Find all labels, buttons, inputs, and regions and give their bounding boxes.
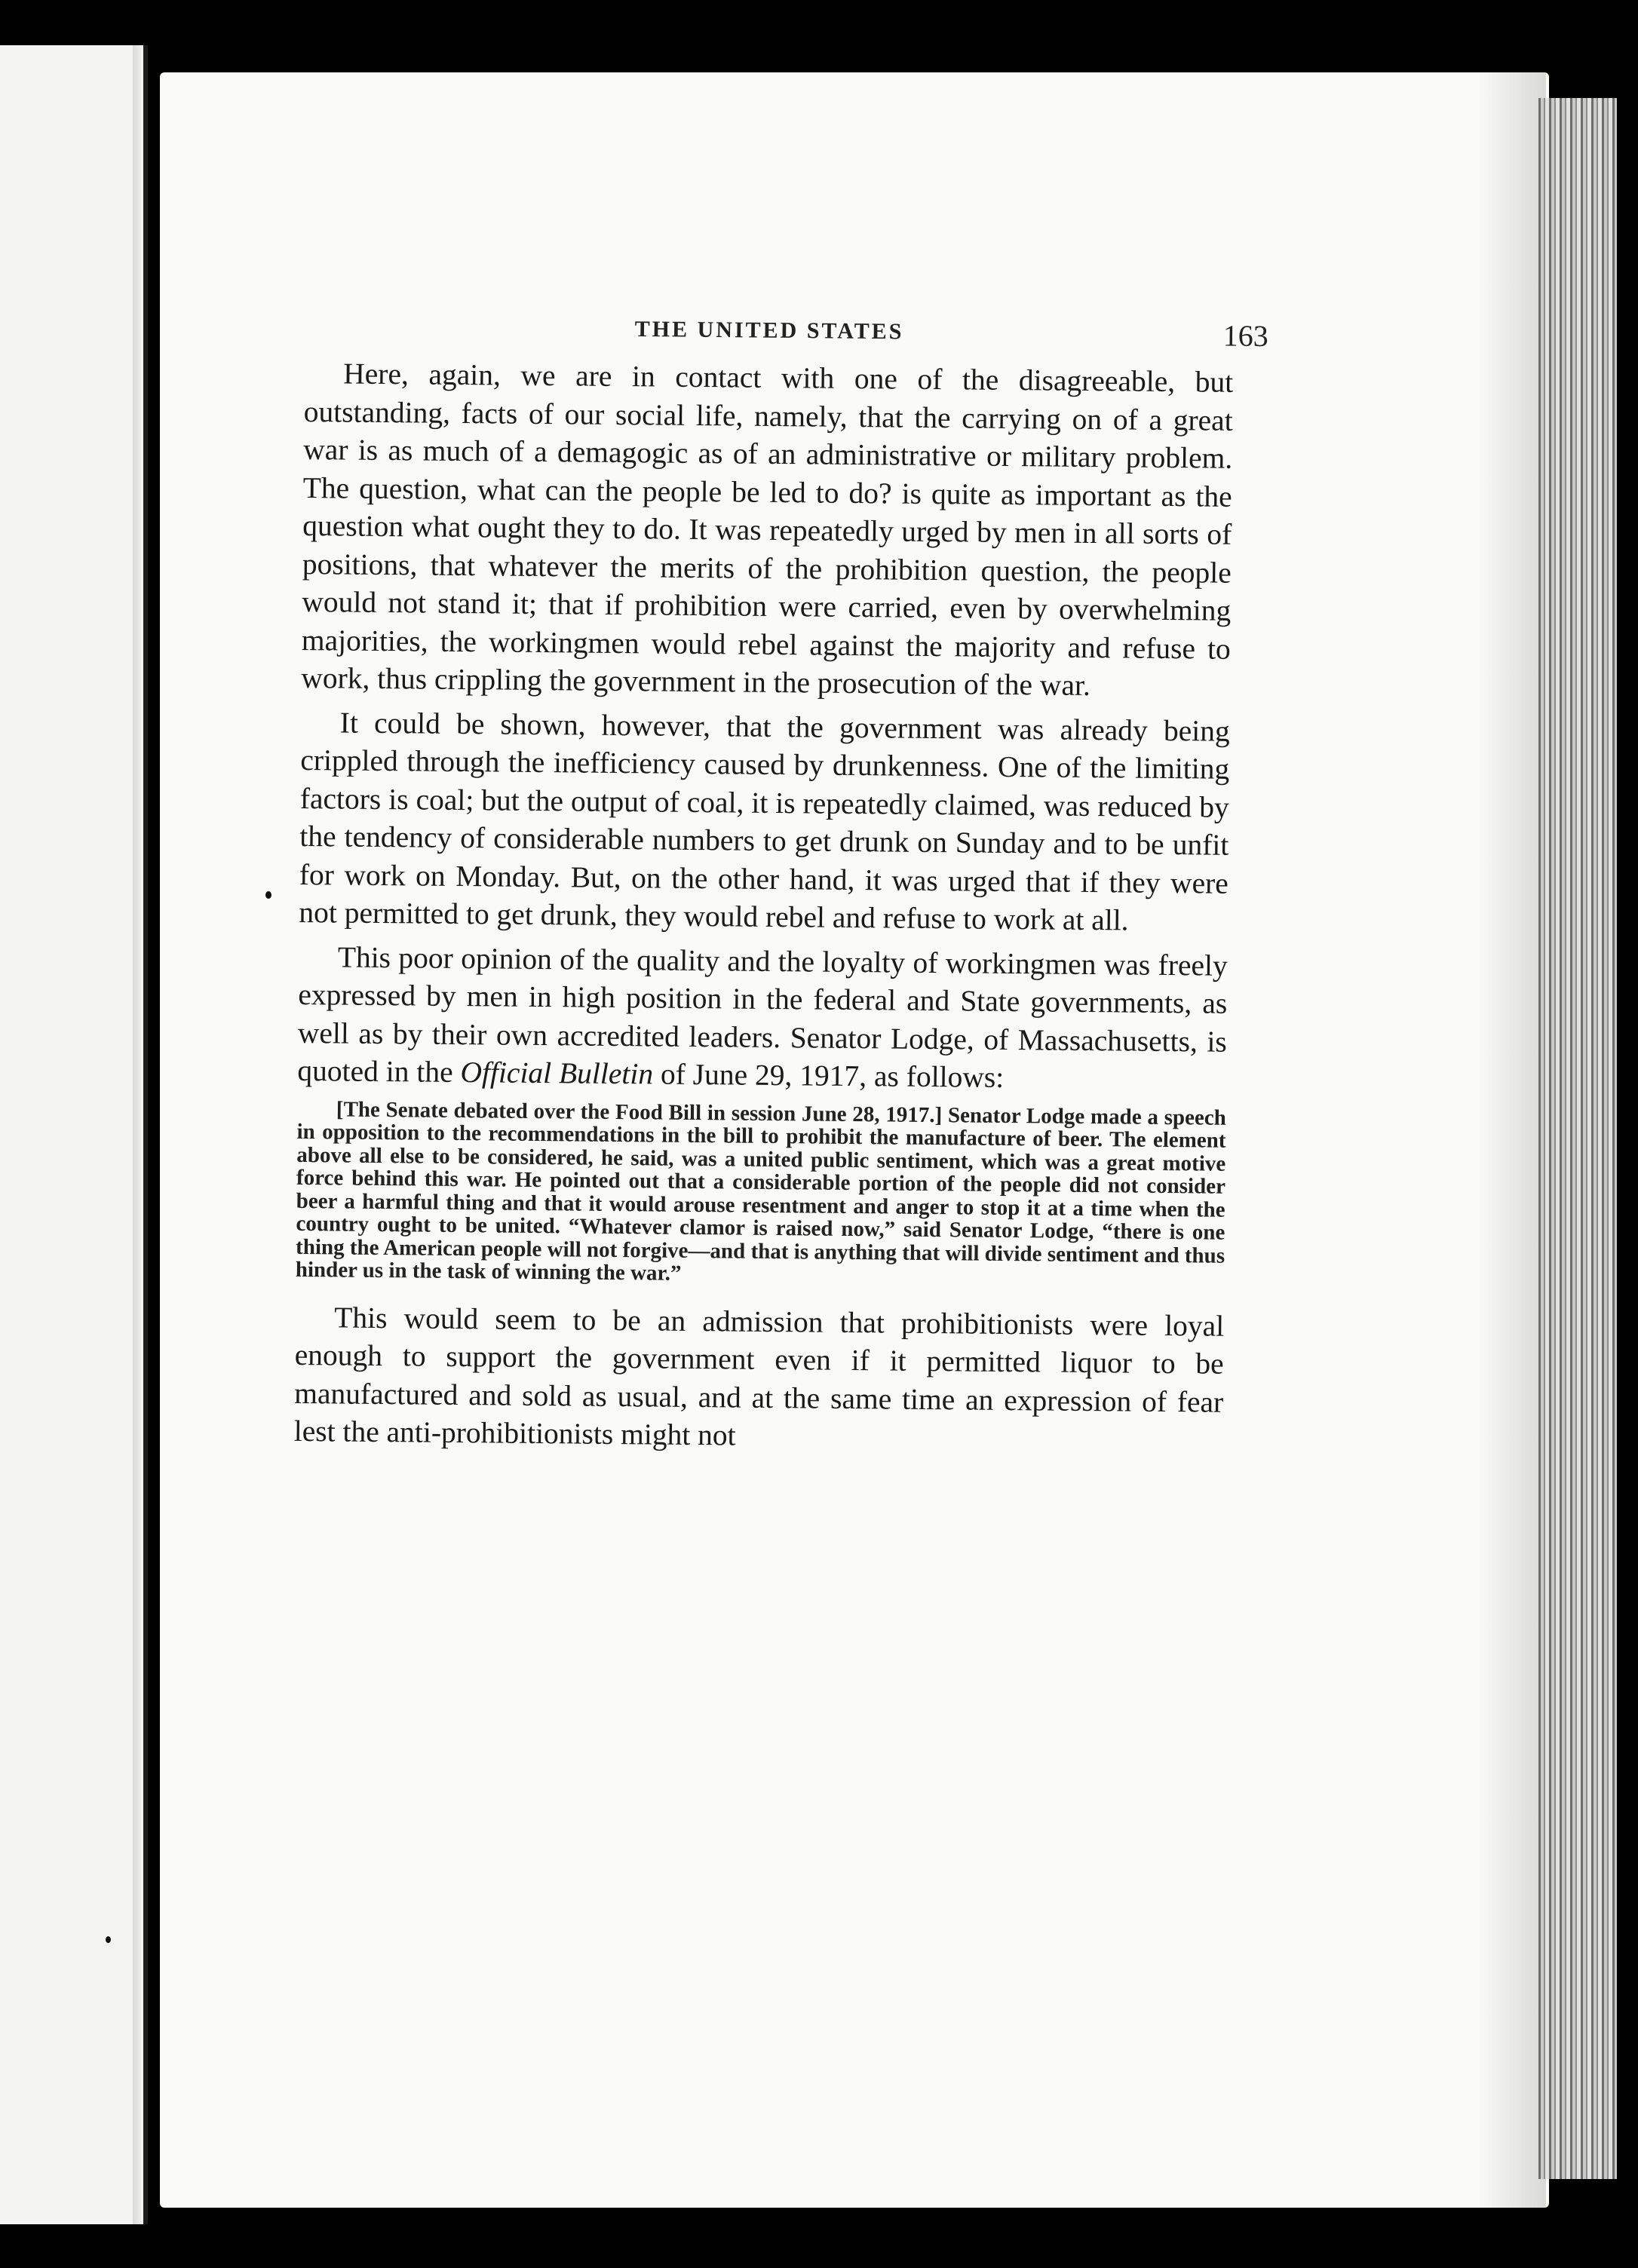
facing-page-shadow	[133, 45, 143, 2224]
body-text	[294, 354, 1234, 1459]
paragraph-1: Here, again, we are in contact with one of the disagreeable, but outstanding, facts of our social life, namely, that the carrying on of a great war is as much of a demagogic as of an administrative or military problem. The question, what can the people be led to do? is quite as important as the question what ought they to do. It was repeatedly urged by men in all sorts of positions, that whatever the merits of the prohibition question, the people would not stand it; that if prohibition were carried, even by overwhelming majorities, the workingmen would rebel against the majority and refuse to work, thus crippling the government in the prosecution of the war.	[301, 357, 1234, 703]
scan-speck	[265, 891, 271, 899]
paragraph-4: This would seem to be an admission that prohibitionists were loyal enough to support the government even if it permitted liquor to be manufactured and sold as usual, and at the same time an expression of fear lest the anti-prohibitionists might not	[293, 1300, 1225, 1452]
running-title: THE UNITED STATES	[634, 316, 904, 345]
stacked-page-edges	[1538, 98, 1617, 2179]
page-number: 163	[1222, 318, 1268, 354]
paragraph-3	[297, 937, 1228, 1099]
block-quote: [The Senate debated over the Food Bill in session June 28, 1917.] Senator Lodge made a speech in opposition to the recommendations in the bill to prohibit the manufacture of beer. The element above all else to be considered, he said, was a united public sentiment, which was a great motive force behind this war. He pointed out that a considerable portion of the people did not consider beer a harmful thing and that it would arouse resentment and anger to stop it at a time when the country ought to be united. “Whatever clamor is raised now,” said Senator Lodge, “there is one thing the American people will not forgive—and that is anything that will divide sentiment and thus hinder us in the task of winning the war.”	[295, 1096, 1226, 1286]
facing-page-edge	[0, 45, 148, 2224]
paragraph-3-end: of June 29, 1917, as follows:	[660, 1057, 1005, 1094]
paragraph-3-text: This poor opinion of the quality and the loyalty of workingmen was freely expressed by men in high position in the federal and State governments, as well as by their own accredited leaders. Senator Lodge, of Massachusetts, is quoted in the	[297, 939, 1228, 1089]
page-gutter-shade	[1478, 72, 1546, 2208]
scan-speck	[106, 1936, 111, 1943]
bulletin-title: Official Bulletin	[460, 1056, 654, 1091]
paragraph-2: It could be shown, however, that the government was already being crippled through the inefficiency caused by drunkenness. One of the limiting factors is coal; but the output of coal, it is repeatedly claimed, was reduced by the tendency of considerable numbers to get drunk on Sunday and to be unfit for work on Monday. But, on the other hand, it was urged that if they were not permitted to get drunk, they would rebel and refuse to work at all.	[299, 705, 1230, 937]
